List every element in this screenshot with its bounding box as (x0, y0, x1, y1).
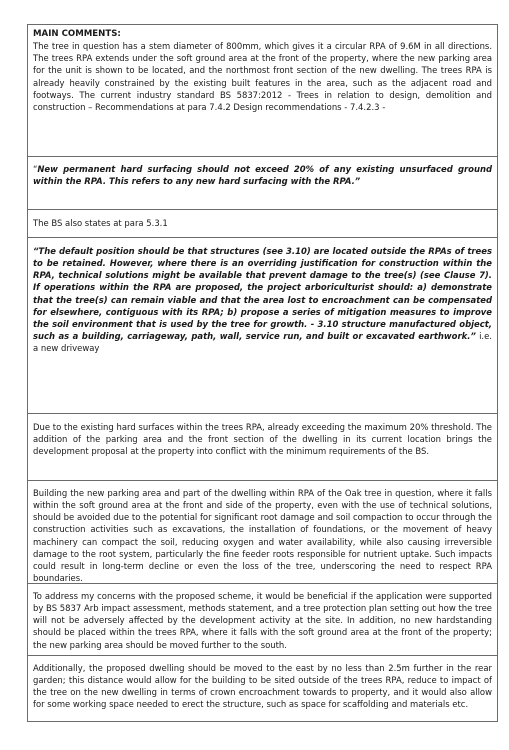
quote2-paragraph (33, 245, 492, 354)
building-cell (28, 481, 497, 584)
quote2-text: “The default position should be that structures (see 3.10) are located outside the RPAs of trees to be retained. However, where there is an overriding justification for construction within the RPA, technical solutions might be available that prevent damage to the tree(s) (see Clause 7). If operations within the RPA are proposed, the project arboriculturist should: a) demonstrate that the tree(s) can remain viable and that the area lost to encroachment can be compensated for elsewhere, contiguous with its RPA; b) propose a series of mitigation measures to improve the soil environment that is used by the tree for growth. - 3.10 structure manufactured object, such as a building, carriageway, path, wall, service run, and built or excavated earthwork.” (33, 246, 492, 342)
quote2-cell (28, 238, 497, 414)
existing-surfaces-cell (28, 414, 497, 481)
concerns-paragraph: To address my concerns with the proposed scheme, it would be beneficial if the application were supported by BS 5837 Arb impact assessment, methods statement, and a tree protection plan setting out how the tree will not be adversely affected by the development activity at the site. In addition, no new hardstanding should be placed within the trees RPA, where it falls with the soft ground area at the front of the property; the new parking area should be moved further to the south. (33, 591, 492, 650)
additionally-paragraph: Additionally, the proposed dwelling should be moved to the east by no less than 2.5m further in the rear garden; this distance would allow for the building to be sited outside of the trees RPA, reduce to impact of the tree on the new dwelling in terms of crown encroachment towards to property, and it would also allow for some working space needed to erect the structure, such as space for scaffolding and materials etc. (33, 663, 492, 710)
existing-surfaces-paragraph: Due to the existing hard surfaces within the trees RPA, already exceeding the maximum 20% threshold. The addition of the parking area and the front section of the dwelling in its current location brings the development proposal at the property into conflict with the minimum requirements of the BS. (33, 422, 492, 457)
quote1-open-mark: “ (33, 164, 38, 174)
comments-table (27, 24, 498, 722)
main-comments-cell (28, 25, 497, 157)
bs-states-cell (28, 210, 497, 238)
building-paragraph: Building the new parking area and part of the dwelling within RPA of the Oak tree in question, where it falls within the soft ground area at the front and side of the property, even with the use of technical solutions, should be avoided due to the potential for significant root damage and soil compaction to occur through the construction activities such as excavations, the installation of foundations, or the movement of heavy machinery can compact the soil, reducing oxygen and water availability, while also causing irreversible damage to the root system, particularly the fine feeder roots responsible for nutrient uptake. Such impacts could result in long-term decline or even the loss of the tree, underscoring the need to respect RPA boundaries. (33, 488, 492, 584)
additionally-cell (28, 656, 497, 723)
intro-paragraph: The tree in question has a stem diameter of 800mm, which gives it a circular RPA of 9.6M in all directions. The trees RPA extends under the soft ground area at the front of the property, where the new parking area for the unit is shown to be located, and the northmost front section of the new dwelling. The trees RPA is already heavily constrained by the existing built features in the area, such as the adjacent road and footways. The current industry standard BS 5837:2012 - Trees in relation to design, demolition and construction – Recommendations at para 7.4.2 Design recommendations - 7.4.2.3 - (33, 41, 492, 112)
quote1-text: New permanent hard surfacing should not exceed 20% of any existing unsurfaced ground within the RPA. This refers to any new hard surfacing with the RPA.” (33, 164, 492, 187)
quote1-cell (28, 157, 497, 210)
quote2-tail: i.e. a new driveway (33, 331, 492, 354)
concerns-cell (28, 584, 497, 656)
main-comments-heading: MAIN COMMENTS: (33, 29, 121, 39)
bs-states-text: The BS also states at para 5.3.1 (33, 218, 168, 228)
quote1-paragraph (33, 163, 492, 187)
